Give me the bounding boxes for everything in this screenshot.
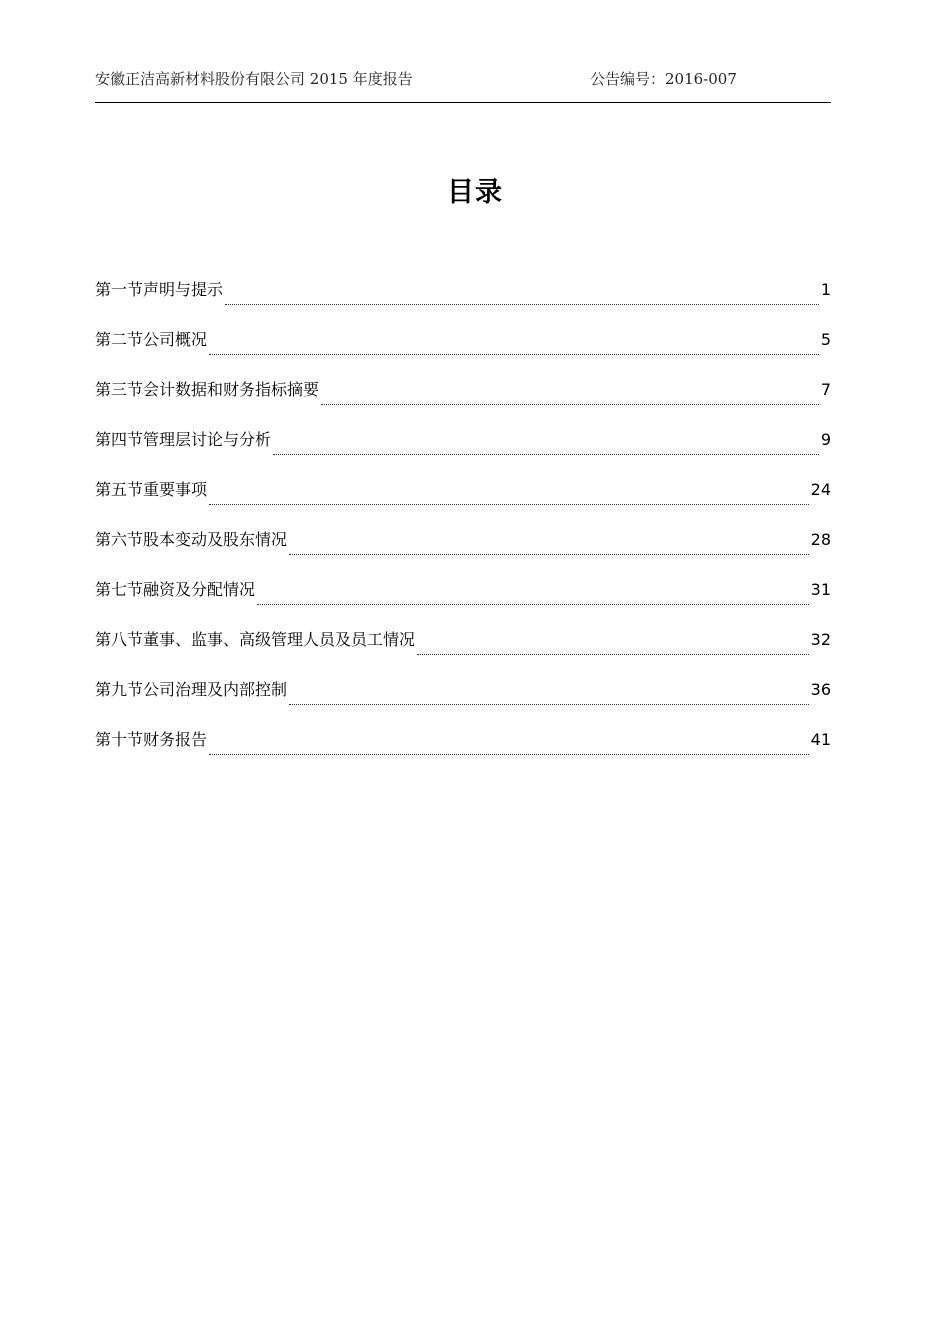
toc-entry-label: 第七节融资及分配情况 xyxy=(95,580,256,599)
toc-entry-label: 第四节管理层讨论与分析 xyxy=(95,430,272,449)
toc-leader-dots xyxy=(289,554,809,555)
toc-entry-label: 第九节公司治理及内部控制 xyxy=(95,680,288,699)
toc-entry-page: 36 xyxy=(810,680,831,699)
toc-entry-label: 第六节股本变动及股东情况 xyxy=(95,530,288,549)
toc-entry-label: 第二节公司概况 xyxy=(95,330,208,349)
toc-entry[interactable] xyxy=(95,626,831,676)
toc-entry[interactable] xyxy=(95,576,831,626)
toc-entry-label: 第一节声明与提示 xyxy=(95,280,224,299)
toc-entry-page: 9 xyxy=(820,430,831,449)
toc-leader-dots xyxy=(273,454,819,455)
toc-entry[interactable] xyxy=(95,676,831,726)
toc-leader-dots xyxy=(209,354,819,355)
company-report-title: 安徽正洁高新材料股份有限公司 2015 年度报告 xyxy=(95,70,413,88)
toc-entry[interactable] xyxy=(95,276,831,326)
toc-entry-page: 41 xyxy=(810,730,831,749)
toc-entry-page: 31 xyxy=(810,580,831,599)
toc-entry[interactable] xyxy=(95,526,831,576)
toc-entry-page: 32 xyxy=(810,630,831,649)
toc-entry[interactable] xyxy=(95,326,831,376)
toc-entry-label: 第三节会计数据和财务指标摘要 xyxy=(95,380,320,399)
toc-entry[interactable] xyxy=(95,426,831,476)
toc-entry-label: 第十节财务报告 xyxy=(95,730,208,749)
toc-entry-page: 28 xyxy=(810,530,831,549)
toc-entry[interactable] xyxy=(95,726,831,776)
toc-entry[interactable] xyxy=(95,476,831,526)
table-of-contents xyxy=(95,276,831,776)
toc-entry-page: 24 xyxy=(810,480,831,499)
toc-leader-dots xyxy=(209,504,809,505)
toc-leader-dots xyxy=(209,754,809,755)
page-header xyxy=(95,66,831,103)
toc-leader-dots xyxy=(225,304,819,305)
notice-number: 公告编号：2016-007 xyxy=(590,70,737,88)
toc-entry-page: 5 xyxy=(820,330,831,349)
page-title: 目录 xyxy=(447,177,503,208)
toc-entry-page: 7 xyxy=(820,380,831,399)
toc-leader-dots xyxy=(289,704,809,705)
toc-entry[interactable] xyxy=(95,376,831,426)
toc-entry-page: 1 xyxy=(820,280,831,299)
toc-entry-label: 第五节重要事项 xyxy=(95,480,208,499)
toc-leader-dots xyxy=(417,654,809,655)
toc-leader-dots xyxy=(321,404,819,405)
toc-entry-label: 第八节董事、监事、高级管理人员及员工情况 xyxy=(95,630,416,649)
toc-leader-dots xyxy=(257,604,809,605)
